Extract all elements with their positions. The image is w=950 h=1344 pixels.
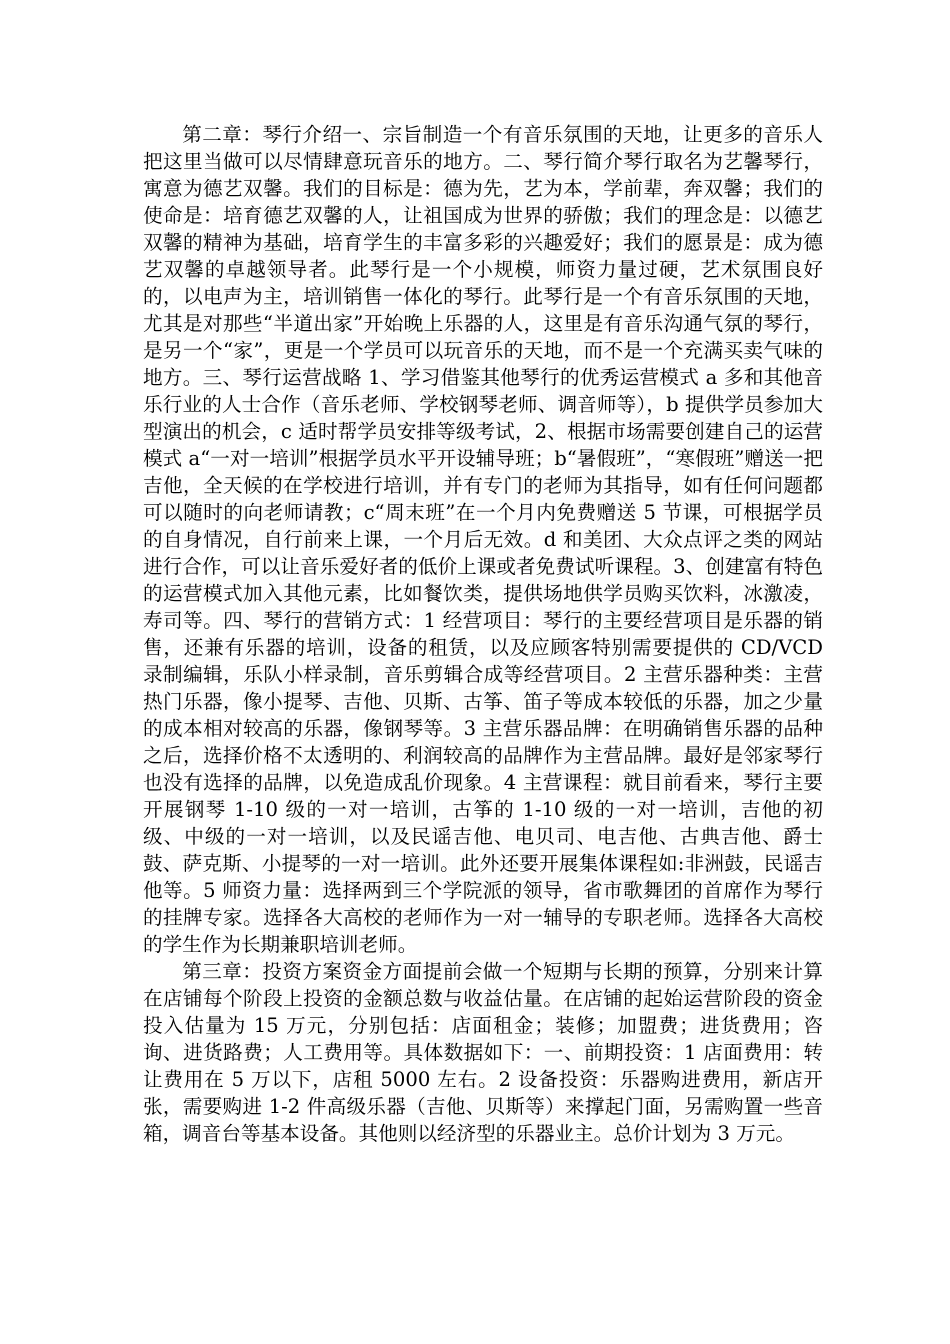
chapter-two-paragraph: 第二章：琴行介绍一、宗旨制造一个有音乐氛围的天地，让更多的音乐人把这里当做可以尽情肆意玩音乐的地方。二、琴行简介琴行取名为艺馨琴行，寓意为德艺双馨。我们的目标是：德为先，艺为本，学前辈，奔双馨；我们的使命是：培育德艺双馨的人，让祖国成为世界的骄傲；我们的理念是：以德艺双馨的精神为基础，培育学生的丰富多彩的兴趣爱好；我们的愿景是：成为德艺双馨的卓越领导者。此琴行是一个小规模，师资力量过硬，艺术氛围良好的，以电声为主，培训销售一体化的琴行。此琴行是一个有音乐氛围的天地，尤其是对那些“半道出家”开始晚上乐器的人，这里是有音乐沟通气氛的琴行，是另一个“家”，更是一个学员可以玩音乐的天地，而不是一个充满买卖气味的地方。三、琴行运营战略 1、学习借鉴其他琴行的优秀运营模式 a 多和其他音乐行业的人士合作（音乐老师、学校钢琴老师、调音师等），b 提供学员参加大型演出的机会，c 适时帮学员安排等级考试，2、根据市场需要创建自己的运营模式 a“一对一培训”根据学员水平开设辅导班；b“暑假班”，“寒假班”赠送一把吉他，全天候的在学校进行培训，并有专门的老师为其指导，如有任何问题都可以随时的向老师请教；c“周末班”在一个月内免费赠送 5 节课，可根据学员的自身情况，自行前来上课，一个月后无效。d 和美团、大众点评之类的网站进行合作，可以让音乐爱好者的低价上课或者免费试听课程。3、创建富有特色的运营模式加入其他元素，比如餐饮类，提供场地供学员购买饮料，冰激凌，寿司等。四、琴行的营销方式：1 经营项目：琴行的主要经营项目是乐器的销售，还兼有乐器的培训，设备的租赁，以及应顾客特别需要提供的 CD/VCD 录制编辑，乐队小样录制，音乐剪辑合成等经营项目。2 主营乐器种类：主营热门乐器，像小提琴、吉他、贝斯、古筝、笛子等成本较低的乐器，加之少量的成本相对较高的乐器，像钢琴等。3 主营乐器品牌：在明确销售乐器的品种之后，选择价格不太透明的、利润较高的品牌作为主营品牌。最好是邻家琴行也没有选择的品牌，以免造成乱价现象。4 主营课程：就目前看来，琴行主要开展钢琴 1-10 级的一对一培训，古筝的 1-10 级的一对一培训，吉他的初级、中级的一对一培训，以及民谣吉他、电贝司、电吉他、古典吉他、爵士鼓、萨克斯、小提琴的一对一培训。此外还要开展集体课程如:非洲鼓，民谣吉他等。5 师资力量：选择两到三个学院派的领导，省市歌舞团的首席作为琴行的挂牌专家。选择各大高校的老师作为一对一辅导的专职老师。选择各大高校的学生作为长期兼职培训老师。: [143, 123, 823, 956]
chapter-three-paragraph: 第三章：投资方案资金方面提前会做一个短期与长期的预算，分别来计算在店铺每个阶段上投资的金额总数与收益估量。在店铺的起始运营阶段的资金投入估量为 15 万元，分别包括：店面租金；装修；加盟费；进货费用；咨询、进货路费；人工费用等。具体数据如下：一、前期投资：1 店面费用：转让费用在 5 万以下，店租 5000 左右。2 设备投资：乐器购进费用，新店开张，需要购进 1-2 件高级乐器（吉他、贝斯等）来撑起门面，另需购置一些音箱，调音台等基本设备。其他则以经济型的乐器业主。总价计划为 3 万元。: [143, 960, 823, 1145]
document-page: [143, 121, 823, 1147]
